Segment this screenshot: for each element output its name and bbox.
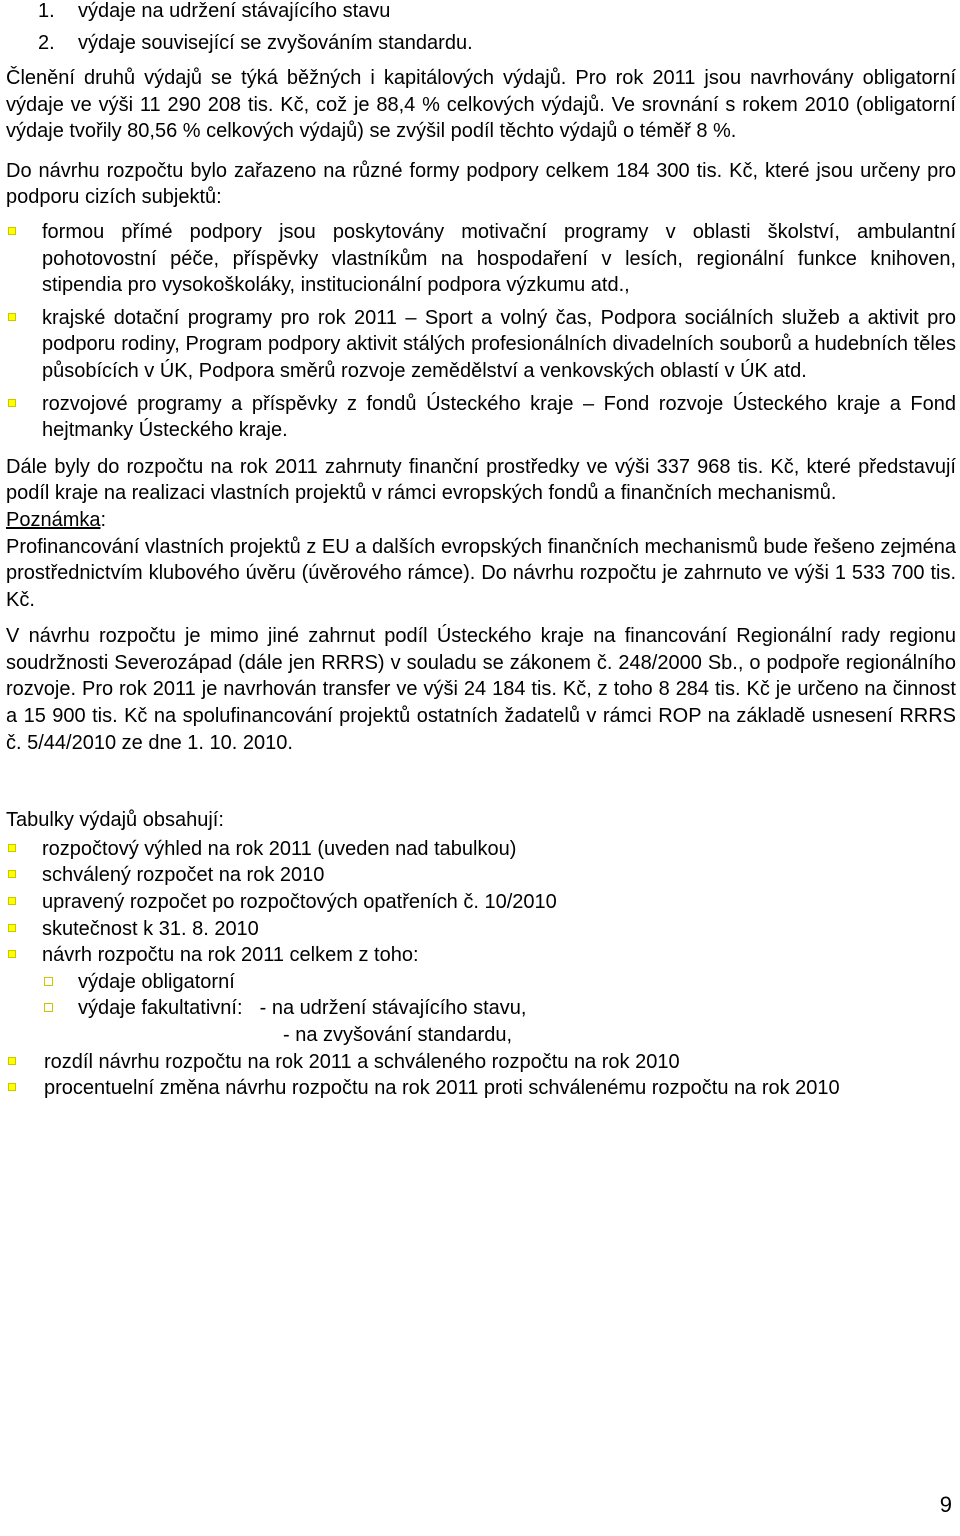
paragraph-regional-council: V návrhu rozpočtu je mimo jiné zahrnut podíl Ústeckého kraje na financování Regionální rady regionu soudržnosti Severozápad (dále jen RRRS) v souladu se zákonem č. 248/2000 Sb., o podpoře regionálního rozvoje. Pro rok 2011 je navrhován transfer ve výši 24 184 tis. Kč, z toho 8 284 tis. Kč je určeno na činnost a 15 900 tis. Kč na spolufinancování projektů ostatních žadatelů v rámci ROP na základě usnesení RRRS č. 5/44/2010 ze dne 1. 10. 2010. <box>6 625 956 754</box>
list-number: 2. <box>38 32 55 54</box>
square-bullet-icon <box>8 950 16 958</box>
list-text: formou přímé podpory jsou poskytovány motivační programy v oblasti školství, ambulantní pohotovostní péče, příspěvky vlastníkům na hospodaření v lesích, regionální funkce knihoven, stipendia pro vysokoškoláky, institucionální podpora výzkumu atd., <box>42 220 956 297</box>
list-item <box>6 836 956 863</box>
document-page <box>6 0 956 1102</box>
square-bullet-icon <box>8 844 16 852</box>
list-item <box>6 305 956 385</box>
list-item <box>6 942 956 969</box>
sub-list-continuation <box>6 1022 956 1049</box>
paragraph-expense-types: Členění druhů výdajů se týká běžných i kapitálových výdajů. Pro rok 2011 jsou navrhovány obligatorní výdaje ve výši 11 290 208 tis. Kč, což je 88,4 % celkových výdajů. Ve srovnání s rokem 2010 (obligatorní výdaje tvořily 80,56 % celkových výdajů) se zvýšil podíl těchto výdajů o téměř 8 %. <box>6 67 956 143</box>
square-bullet-icon <box>8 897 16 905</box>
list-text: krajské dotační programy pro rok 2011 – Sport a volný čas, Podpora sociálních služeb a aktivit pro podporu rodiny, Program podpory aktivit stálých profesionálních divadelních souborů a hudebních těles působících v ÚK, Podpora směrů rozvoje zemědělství a venkovských oblastí v ÚK atd. <box>42 306 956 382</box>
list-text: schválený rozpočet na rok 2010 <box>42 864 325 887</box>
numbered-list <box>6 0 956 64</box>
square-bullet-icon <box>8 399 16 407</box>
square-bullet-icon <box>8 313 16 321</box>
list-text: rozdíl návrhu rozpočtu na rok 2011 a schváleného rozpočtu na rok 2010 <box>44 1050 680 1073</box>
tables-heading: Tabulky výdajů obsahují: <box>6 809 224 832</box>
list-item <box>6 1049 956 1076</box>
square-bullet-icon <box>8 870 16 878</box>
sub-list-label: výdaje fakultativní: <box>78 997 243 1020</box>
support-bullet-list <box>6 219 956 444</box>
page-number: 9 <box>939 1492 952 1517</box>
note-heading <box>6 507 956 534</box>
list-item <box>6 219 956 299</box>
list-item <box>6 889 956 916</box>
square-bullet-icon <box>8 1083 16 1091</box>
list-text: upravený rozpočet po rozpočtových opatřeních č. 10/2010 <box>42 891 557 914</box>
list-text: výdaje související se zvyšováním standardu. <box>78 32 473 54</box>
list-text: procentuelní změna návrhu rozpočtu na rok 2011 proti schválenému rozpočtu na rok 2010 <box>44 1077 840 1100</box>
list-item <box>38 30 473 56</box>
list-text: rozvojové programy a příspěvky z fondů Ústeckého kraje – Fond rozvoje Ústeckého kraje a Fond hejtmanky Ústeckého kraje. <box>42 392 956 442</box>
paragraph-eu-projects: Dále byly do rozpočtu na rok 2011 zahrnuty finanční prostředky ve výši 337 968 tis. Kč, které představují podíl kraje na realizaci vlastních projektů v rámci evropských fondů a finančních mechanismů. <box>6 455 956 505</box>
list-text: rozpočtový výhled na rok 2011 (uveden nad tabulkou) <box>42 837 517 860</box>
list-item <box>6 862 956 889</box>
square-bullet-icon <box>8 227 16 235</box>
tables-bullet-list <box>6 836 956 1102</box>
note-colon: : <box>100 508 107 531</box>
hollow-square-bullet-icon <box>44 1003 53 1012</box>
paragraph-cofinancing: Profinancování vlastních projektů z EU a dalších evropských finančních mechanismů bude řešeno zejména prostřednictvím klubového úvěru (úvěrového rámce). Do návrhu rozpočtu je zahrnuto ve výši 1 533 700 tis. Kč. <box>6 535 956 611</box>
list-item <box>6 916 956 943</box>
list-text: skutečnost k 31. 8. 2010 <box>42 917 259 940</box>
sub-list-item <box>6 995 956 1022</box>
note-label: Poznámka <box>6 508 101 531</box>
list-text: výdaje na udržení stávajícího stavu <box>78 0 391 22</box>
list-text: návrh rozpočtu na rok 2011 celkem z toho: <box>42 944 419 967</box>
list-item <box>6 391 956 444</box>
sub-list-text: - na udržení stávajícího stavu, <box>259 997 527 1020</box>
square-bullet-icon <box>8 1057 16 1065</box>
list-item <box>6 1075 956 1102</box>
sub-list-text: výdaje obligatorní <box>78 970 235 993</box>
sub-list-item <box>6 969 956 996</box>
paragraph-support-total: Do návrhu rozpočtu bylo zařazeno na různé formy podpory celkem 184 300 tis. Kč, které jsou určeny pro podporu cizích subjektů: <box>6 159 956 209</box>
sub-list-text: - na zvyšování standardu, <box>283 1024 513 1046</box>
hollow-square-bullet-icon <box>44 977 53 986</box>
list-item <box>38 0 390 24</box>
square-bullet-icon <box>8 924 16 932</box>
list-number: 1. <box>38 0 55 22</box>
